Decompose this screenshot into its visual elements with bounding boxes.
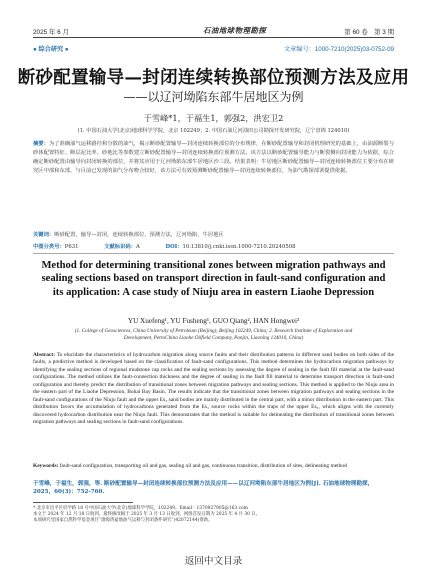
column-bar: [33, 44, 394, 54]
footnote-divider: [33, 502, 133, 503]
keywords-chinese-text: 断砂配置，输导—封闭，连续转换部位，预测方法，辽河坳陷，牛居地区: [54, 232, 224, 238]
header-date: 2025 年 6 月: [33, 29, 69, 36]
authors-chinese: 于雪峰*1，于福生1，郭强2，洪宏卫2: [143, 113, 284, 123]
keywords-english: [33, 463, 394, 470]
clc-label: 中图分类号：: [33, 244, 65, 250]
abstract-english-text: To elucidate the characteristics of hydrocarbon migration along source faults and their distribution patterns in different sand bodies on both sides of the faults, a predictive method is developed based on the classification of fault-sand configurations. This method determines the hydrocarbon migration pathways by identifying the sealing sections of regional mudstone cap rocks and the sealing sections by assessing the degree of sealing in the fault fill material at the fault-sand configurations. The method utilizes the fault-connection thickness and the degree of sealing in the fault fill material to determine transport direction in fault-sand configuration and thereby predict the distribution of transitional zones between migration pathways and sealing sections. This method is applied to the Niuju area in the eastern part of the Liaohe Depression, Bohai Bay Basin. The results indicate that the transitional zones between migration pathways and sealing sections in the fault-sand configurations of the Niuju fault and the upper Es₃ sand bodies are mainly distributed in the central part, with a minor distribution in the eastern part. This distribution favors the accumulation of hydrocarbons generated from the Es₃ source rocks within the traps of the upper Es₃, which aligns with the currently discovered hydrocarbon distribution near the Niuju fault. This demonstrates that the method is suitable for delineating the distribution of transitional zones between migration pathways and sealing sections in fault-sand configurations.: [33, 352, 394, 426]
classification-line: [33, 242, 394, 254]
footnotes: [33, 506, 394, 525]
back-to-contents-link[interactable]: 返回中文目录: [184, 556, 243, 567]
running-header: [33, 25, 394, 38]
footnote-line: 本文于 2024 年 12 月 18 日收到，最终修改稿于 2025 年 3 月 13 日收到，网络首发日期为 2025 年 4 月 30 日。: [33, 512, 261, 518]
abstract-chinese-label: 摘要：: [33, 141, 49, 147]
abstract-english: [33, 352, 394, 427]
affiliation-english: (1. College of Geosciences, China University of Petroleum (Beijing), Beijing 102249, China; 2. Research Institute of Exploration and Development, PetroChina Liaohe Oilfield Company, Panjin, Liaoning 124010, China): [74, 328, 353, 342]
section-label: ● 综合研究 ●: [33, 46, 69, 53]
doi-label: DOI：: [165, 244, 183, 250]
keywords-chinese-label: 关键词：: [33, 232, 55, 238]
keywords-english-label: Keywords:: [33, 463, 59, 469]
header-journal-name: 石油地球物理勘探: [203, 26, 267, 35]
keywords-chinese: [33, 230, 394, 238]
article-id: 文章编号：1000-7210(2025)03-0752-09: [283, 46, 394, 53]
header-volume-issue: 第 60 卷 第 3 期: [344, 29, 394, 36]
footnote-line: 本项研究受国家自然科学基金项目“渤海湾盆地油气运移与封闭条件研究”(42072144)资助。: [33, 518, 213, 524]
abstract-english-label: Abstract:: [33, 352, 56, 358]
subtitle-chinese: ——以辽河坳陷东部牛居地区为例: [123, 90, 304, 104]
doi-link[interactable]: 10.13810/j.cnki.issn.1000-7210.20240508: [182, 244, 296, 250]
authors-english: YU Xuefeng¹, YU Fusheng¹, GUO Qiang², HAN Hongwei²: [127, 317, 300, 325]
citation-chinese: 于雪峰，于福生，郭强，等. 断砂配置输导—封闭连续转换部位预测方法及应用——以辽河坳陷东部牛居地区为例[J]. 石油地球物理勘探，2025，60(3)：752-760.: [33, 481, 374, 495]
title-english: Method for determining transitional zones between migration pathways and sealing sections based on transport direction in fault-sand configuration and its application: A case study of Niuju area in eastern Liaohe Depression: [41, 260, 386, 298]
keywords-english-text: fault-sand configuration, transporting oil and gas, sealing oil and gas, continuous transition, distribution of sites, delineating method: [59, 463, 347, 469]
affiliation-chinese: (1. 中国石油大学(北京)地球科学学院，北京 102249；2. 中国石油辽河油田公司勘探开发研究院，辽宁盘锦 124010): [77, 128, 350, 134]
footnote-line: * 北京市昌平区府学路 18 号中国石油大学(北京)地球科学学院，102249。Email：1370927905@163.com: [33, 506, 248, 511]
abstract-chinese-text: 为了准确油气运移路径和分散的油气，揭示断砂配置输导—封闭连续转换部位的分布规律，在断砂配置输导和封闭机理研究的基础上，由油源断裂与砂体配置特征、断层泥比率、砂地比等参数建立断砂配置输导—封闭连续转换部位预测方法。该方法以断砂配置输导能力与断裂侧向封闭能力为依据，综合确定断砂配置由输导向封闭转换的部位，并将其应用于辽河坳陷东部牛居地区沙三段。结果表明：牛居地区断砂配置输导—封闭连续转换部位主要分布在研究区中部和东部，与目前已发现的油气分布吻合较好，该方法可有效预测断砂配置输导—封闭连续转换部位，为油气勘探部署提供依据。: [33, 141, 394, 174]
doc-code-label: 文献标识码：: [104, 244, 136, 250]
clc-value: P631: [64, 244, 79, 250]
abstract-chinese: [33, 140, 394, 176]
doc-code-value: A: [135, 244, 140, 250]
title-chinese: 断砂配置输导—封闭连续转换部位预测方法及应用: [17, 68, 410, 88]
